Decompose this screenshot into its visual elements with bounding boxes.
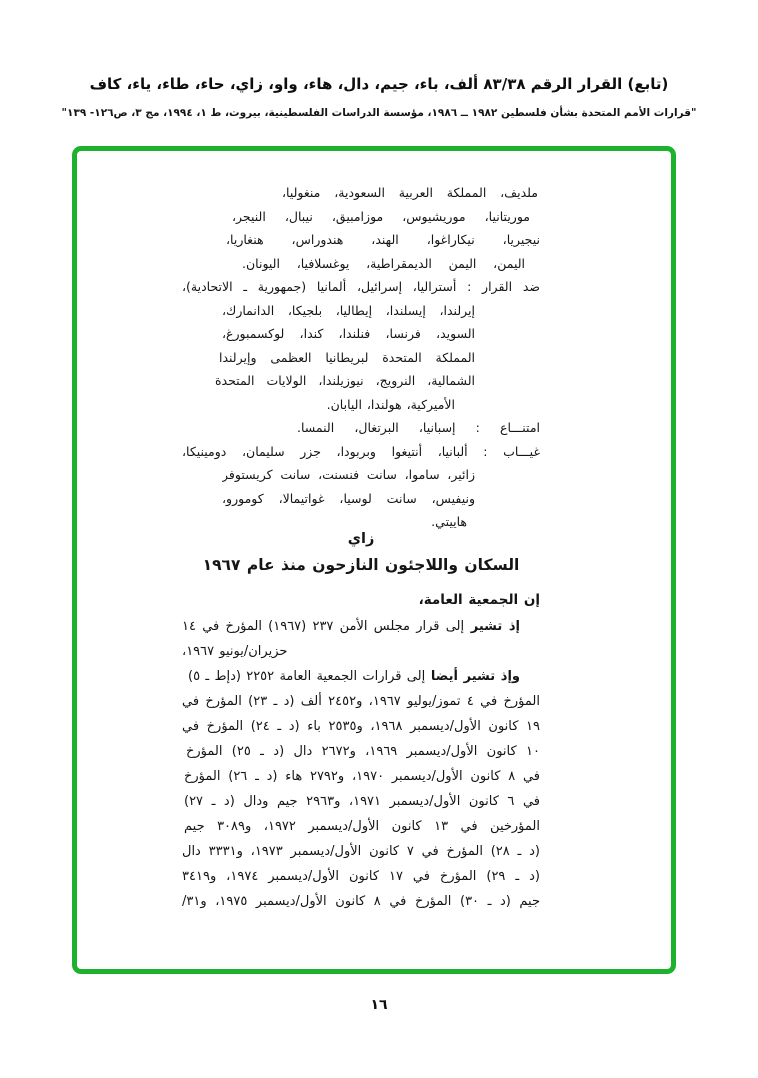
recital-line <box>188 664 520 689</box>
preamble-opening: إن الجمعية العامة، <box>418 591 540 608</box>
body-text-block <box>77 151 671 914</box>
recital-line: (د ـ ٢٩) المؤرخ في ١٧ كانون الأول/ديسمبر ١٩٧٤، و٣٤١٩ <box>182 868 540 884</box>
against-label-line: ضد القرار : أستراليا، إسرائيل، ألمانيا (جمهورية ـ الاتحادية)، <box>182 279 540 294</box>
green-border-frame <box>72 146 676 974</box>
votes-for-continued-line: اليمن، اليمن الديمقراطية، يوغسلافيا، اليونان. <box>242 255 525 271</box>
recital-line: المؤرخين في ١٣ كانون الأول/ديسمبر ١٩٧٢، و٣٠٨٩ جيم <box>184 818 540 834</box>
against-continued-line: الأميركية، هولندا، اليابان. <box>326 396 455 412</box>
recital-line <box>182 614 520 639</box>
recital-line: جيم (د ـ ٣٠) المؤرخ في ٨ كانون الأول/ديسمبر ١٩٧٥، و٣١/ <box>182 893 540 909</box>
against-continued-line: المملكة المتحدة لبريطانيا العظمى وإيرلندا <box>219 349 475 365</box>
recital-text: إلى قرارات الجمعية العامة ٢٢٥٢ (دإط ـ ٥) <box>188 668 426 684</box>
absent-continued-line: زائير، ساموا، سانت فنسنت، سانت كريستوفر <box>222 467 475 482</box>
against-continued-line: الشمالية، النرويج، نيوزيلندا، الولايات المتحدة <box>215 373 475 388</box>
votes-for-continued-line: نيجيريا، نيكاراغوا، الهند، هندوراس، هنغاريا، <box>226 232 540 247</box>
abstain-line: امتنـــاع : إسبانيا، البرتغال، النمسا. <box>297 420 540 435</box>
absent-continued-line: ونيفيس، سانت لوسيا، غواتيمالا، كومورو، <box>222 490 475 506</box>
section-title: السكان واللاجئون النازحون منذ عام ١٩٦٧ <box>202 555 520 574</box>
recital-line: (د ـ ٢٨) المؤرخ في ٧ كانون الأول/ديسمبر ١٩٧٣، و٣٣٣١ دال <box>182 843 540 859</box>
recital-line: ١٠ كانون الأول/ديسمبر ١٩٦٩، و٢٦٧٢ دال (د ـ ٢٥) المؤرخ <box>186 743 540 759</box>
votes-for-continued-line: موريتانيا، موريشيوس، موزامبيق، نيبال، النيجر، <box>232 208 530 224</box>
section-letter-heading: زاي <box>347 530 375 547</box>
absent-continued-line: هاييتي. <box>431 514 467 529</box>
recital-lead-in: إذ تشير <box>464 618 520 634</box>
recital-text: إلى قرار مجلس الأمن ٢٣٧ (١٩٦٧) المؤرخ في ١٤ <box>182 618 465 634</box>
against-continued-line: إيرلندا، إيسلندا، إيطاليا، بلجيكا، الدانمارك، <box>222 302 475 318</box>
recital-line: حزيران/يونيو ١٩٦٧، <box>182 643 288 659</box>
page-number: ١٦ <box>370 997 388 1013</box>
absent-label-line: غيـــاب : ألبانيا، أنتيغوا وبربودا، جزر سليمان، دومينيكا، <box>182 443 540 459</box>
recital-line: في ٨ كانون الأول/ديسمبر ١٩٧٠، و٢٧٩٢ هاء (د ـ ٢٦) المؤرخ <box>184 768 540 784</box>
against-continued-line: السويد، فرنسا، فنلندا، كندا، لوكسمبورغ، <box>222 326 475 341</box>
page-header-source: "قرارات الأمم المتحدة بشأن فلسطين ١٩٨٢ ــ ١٩٨٦، مؤسسة الدراسات الفلسطينية، بيروت، ط ١، ١٩٩٤، مج ٣، ص١٢٦- ١٣٩" <box>61 107 697 119</box>
recital-line: في ٦ كانون الأول/ديسمبر ١٩٧١، و٢٩٦٣ جيم ودال (د ـ ٢٧) <box>184 793 540 809</box>
recital-line: ١٩ كانون الأول/ديسمبر ١٩٦٨، و٢٥٣٥ باء (د ـ ٢٤) المؤرخ في <box>182 718 540 734</box>
recital-line: المؤرخ في ٤ تموز/يوليو ١٩٦٧، و٢٤٥٢ ألف (د ـ ٢٣) المؤرخ في <box>182 693 540 709</box>
votes-for-continued-line: ملديف، المملكة العربية السعودية، منغوليا، <box>282 185 538 200</box>
page-header-title: (تابع) القرار الرقم ٨٣/٣٨ ألف، باء، جيم، دال، هاء، واو، زاي، حاء، طاء، ياء، كاف <box>89 75 669 93</box>
recital-lead-in: وإذ تشير أيضا <box>425 668 520 684</box>
